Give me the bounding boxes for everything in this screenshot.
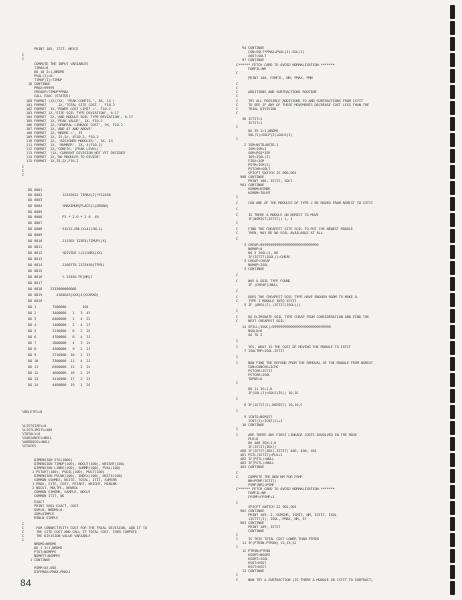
- code-line: DIMENSION STA(1000): [22, 458, 73, 462]
- edge-mark: [450, 213, 455, 227]
- code-line: C TRY ALL POSSIBLE ADDITIONS TO AND SUBTRACTIONS FROM ISTIT: [236, 99, 363, 103]
- edge-mark: [450, 229, 455, 243]
- edge-mark: [450, 277, 455, 291]
- code-line: DO 1 I=1,NRDMS: [22, 546, 63, 550]
- code-line: DO 11 IS=1,N: [236, 387, 273, 391]
- edge-mark: [450, 69, 455, 83]
- code-line: 113 FORMAT (1X,'CURRENT DIVISION NOT YET DECIDED': [22, 151, 127, 155]
- code-line: ISM=ISM+1: [236, 147, 267, 151]
- code-line: DO 8 4500000 9 2 21: [22, 347, 91, 351]
- edge-mark: [450, 133, 455, 147]
- code-line: ICNT(I)=ICNT(I)+1: [236, 419, 283, 423]
- code-line: C CAN ONE OF THE MODULES OF TYPE J BE MOVED FROM NSMIST TO ISTIT: [236, 201, 373, 205]
- code-line: C****** FETCH CARD TO AVOID NORMALIZATION *******: [236, 63, 335, 67]
- code-line: DO 3 ISOL=1, NS: [236, 251, 279, 255]
- code-line: C: [22, 57, 25, 61]
- code-line: DO 39 I=1,NRDMS: [236, 129, 279, 133]
- code-line: PSMP(NM)=PSMP: [236, 483, 275, 487]
- code-line: C COMPUTE THE NEW NM FOR PSMP: [236, 475, 303, 479]
- code-line: %DELETE%=0: [22, 410, 43, 414]
- code-line: PSTM=ISM(I): [236, 163, 271, 167]
- code-line: C ADDITIONS AND SUBTRACTIONS ROUTINE: [236, 90, 317, 94]
- code-line: DO 0005: [22, 210, 43, 214]
- code-line: PSMP=5X,050: [22, 566, 57, 570]
- code-line: TIMUP(I)=TIMUP: [22, 78, 63, 82]
- code-line: 903 CONTINUE: [236, 521, 265, 525]
- code-line: DO 13 3410000 17 2 25: [22, 377, 91, 381]
- code-line: 12 PTMIN=PTMIN: [236, 549, 271, 553]
- code-line: 14 SPILL(ISOL)=99999999999999999999999999999: [236, 325, 331, 329]
- code-line: C: [236, 273, 239, 277]
- code-line: C: [22, 522, 25, 526]
- code-line: DO 0006 PI * 2.0 * 2 6 49: [22, 215, 99, 219]
- code-line: 901 CONTINUE: [236, 183, 265, 187]
- code-line: 401 PSTL(ISTIT)=PLK+1: [236, 453, 283, 457]
- code-line: DO 0009: [22, 233, 43, 237]
- code-line: 403 IF(PSTL)=NULL: [236, 461, 275, 465]
- code-line: DO 5 2130000 6 2 20: [22, 329, 91, 333]
- edge-mark: [450, 149, 455, 163]
- code-line: 400 IF(ISTIT(IDX)-ISTIT) 400, 400, 401: [236, 449, 317, 453]
- edge-mark: [450, 357, 455, 371]
- code-line: PSTCHR=ISTIT: [236, 369, 273, 373]
- code-line: C NEXT CHEAPEST SOIL: [236, 319, 285, 323]
- code-line: KSOMT=NSOMT: [236, 553, 271, 557]
- code-line: DO 0007: [22, 221, 43, 225]
- code-line: C FIND THE CHEAPEST SITE SOIL TO PUT THE NEWEST MODULE: [236, 227, 353, 231]
- code-line: DO 0013: [22, 257, 43, 261]
- code-line: DO 0004 %MAXIMUM(PLACE)%(DEBAN): [22, 204, 109, 208]
- code-line: 1 CONTINUE: [22, 558, 51, 562]
- code-line: C: [236, 573, 239, 577]
- code-line: COMPUTE THE INPUT VARIABLES: [22, 62, 89, 66]
- code-line: 3 CHEAP=99999999999999999999999999999: [236, 243, 319, 247]
- code-line: C TYPE I MODULE INTO ISTIT: [236, 299, 297, 303]
- edge-mark: [450, 165, 455, 179]
- page-number: 84: [20, 579, 32, 589]
- code-line: DO 0008 51X12,ENL(X+4)(GN,1): [22, 227, 103, 231]
- code-line: DO 3 8400000 1 4 22: [22, 317, 91, 321]
- code-line: 105 FORMAT 1X,'PEAK VALUE', 1X, F10.2: [22, 119, 103, 123]
- code-line: C: [236, 289, 239, 293]
- code-line: C: [236, 533, 239, 537]
- code-line: 110 FORMAT 1X, 'ASSIGNED MODULES:', 5X, I4: [22, 139, 113, 143]
- code-line: EXACT: [22, 500, 45, 504]
- code-line: SOL(I)=SOLP(I)+SOLS(I): [236, 133, 293, 137]
- code-line: 114 FORMAT 1X,'NO MODULES TO DIVIDE': [22, 155, 101, 159]
- code-line: DIMENSION PVLNK(100), INDEX(100), NSITE(100): [22, 474, 123, 478]
- code-line: PLK=0: [236, 437, 259, 441]
- code-line: C: [22, 173, 25, 177]
- code-line: FOMFIL=NM: [236, 491, 267, 495]
- code-line: IF(SOL(I)>SOLS(IS)) 10,10: [236, 391, 299, 395]
- code-line: KSMDM=TOLMT: [236, 191, 271, 195]
- code-line: CON=SOLT*PMAX+PVAL(I)-SOL(I): [236, 50, 305, 54]
- code-line: C: [236, 125, 239, 129]
- code-line: C TO SEE IF ANY OF THESE MOVEMENTS DECREASE COST LESS THAN THE: [236, 103, 369, 107]
- code-line: FREQUP=TIMUP*PMAX: [22, 90, 69, 94]
- code-line: C DO ELIMINATE SOIL TYPE CHEAP FROM CONSIDERATION AND FIND THE: [236, 315, 369, 319]
- code-line: 101 FORMAT 1X,'TOTAL SITE COST.', F10.2: [22, 103, 115, 107]
- code-line: PRINT 105, ITIT, NRTCE: [22, 47, 79, 51]
- code-line: IF (CHEAP)=NULL: [236, 283, 279, 287]
- edge-mark: [450, 533, 455, 547]
- code-line: DO 0016 % 13456 PE(NM)2: [22, 275, 93, 279]
- code-line: 108 FORMAT 1X,'NRDMS =', I5: [22, 131, 83, 135]
- code-line: 1ISTIT(I), ISOL, PMAX, NM, IS: [236, 517, 307, 521]
- edge-mark: [450, 5, 455, 19]
- code-line: COMMON ITIT, NO: [22, 494, 65, 498]
- code-line: FOMFIL=NM: [236, 67, 267, 71]
- code-line: C: [236, 237, 239, 241]
- code-line: 404 CONTINUE: [236, 465, 265, 469]
- code-line: 2 ISM=NSTD+NSTD-1: [236, 143, 279, 147]
- edge-mark: [450, 325, 455, 339]
- code-line: DO 0003: [22, 198, 43, 202]
- code-line: 1 PMAX, SITE, COST, PSTART, WEIGHT, MINLNK: [22, 482, 117, 486]
- code-line: C: [236, 545, 239, 549]
- code-line: KSMDM=KSMDM: [236, 187, 271, 191]
- code-line: C: [236, 82, 239, 86]
- code-line: C: [236, 195, 239, 199]
- code-line: PVAL(I)=0.: [22, 74, 55, 78]
- code-line: DO 11 6400000 13 2 24: [22, 365, 91, 369]
- code-line: DO 400 IDX=1,N: [236, 441, 277, 445]
- code-line: C: [236, 397, 239, 401]
- code-line: DO 0002 12345612 TIMAX(I)*F12456: [22, 193, 111, 197]
- code-line: TOPDE=0: [236, 377, 263, 381]
- code-line: PSTCHR=SOLT: [236, 167, 271, 171]
- code-line: COMMON SSHMEX, NSITE, TOTAL, ITIT, SUMCHR: [22, 478, 117, 482]
- code-line: 2 NOCUT, MULTPL, NEWSOL: [22, 486, 79, 490]
- code-line: C YES, WHAT IS THE COST OF MOVING THE MODULE TO ISTIT: [236, 345, 351, 349]
- code-line: CONTINUE: [236, 529, 265, 533]
- code-line: DO 14 4400000 19 1 20: [22, 383, 91, 387]
- code-line: 3 CHEAP=CHEAP: [236, 259, 271, 263]
- code-line: 115 FORMAT 1X,I5,2X,F10.2: [22, 159, 79, 163]
- code-line: C: [236, 207, 239, 211]
- code-line: DO 0011: [22, 245, 43, 249]
- code-line: NUMAP=0: [236, 247, 263, 251]
- code-line: C: [236, 339, 239, 343]
- code-line: NSMMTT=NSMPPG: [22, 554, 61, 558]
- code-line: C IS THERE A MODULE ON NSMIST TO MOVE: [236, 213, 319, 217]
- code-line: 7 ISOLTMP=ISOL-ISTIT: [236, 349, 285, 353]
- code-line: %ADDDOGS%=NULL: [22, 440, 51, 444]
- code-line: C ARE THERE ANY FIRST LINKAGE COSTS INVOLVED IN THE MOVE: [236, 433, 357, 437]
- code-line: 112 FORMAT 1X,'CONFIG. (PEAK LEVEL)': [22, 147, 101, 151]
- code-line: ISTIT=1: [236, 121, 263, 125]
- code-line: DO 0015: [22, 269, 43, 273]
- code-line: DO 1 TX06000 104: [22, 305, 89, 309]
- code-line: KSOT=KSOT: [236, 561, 267, 565]
- code-line: C: [22, 169, 25, 173]
- code-line: C: [236, 381, 239, 385]
- edge-mark: [450, 21, 455, 35]
- code-line: SPICPT SWITCH IS 900,901: [236, 171, 297, 175]
- code-line: C: [236, 471, 239, 475]
- code-line: 107 FORMAT 1X,'AND AT AND ABOVE': [22, 127, 93, 131]
- code-line: C: [236, 94, 239, 98]
- edge-mark: [450, 581, 455, 595]
- code-line: C: [236, 221, 239, 225]
- code-line: CALL EXAC (STATUS): [22, 94, 71, 98]
- edge-mark: [450, 85, 455, 99]
- code-line: 402 IF(PSTL)=NULL: [236, 457, 275, 461]
- code-line: DO 10 2300000 11 4 22: [22, 359, 91, 363]
- code-line: C: [22, 53, 25, 57]
- code-line: SDM=PSQ*ISM: [236, 151, 271, 155]
- code-line: NRDMS=NRDMS: [22, 542, 57, 546]
- code-line: 5 IF (AREA(I)-(ISTIT(ISOL))): [236, 303, 301, 307]
- code-line: C****** FETCH CARD TO AVOID NORMALIZATION *******: [236, 487, 335, 491]
- code-line: C: [236, 137, 239, 141]
- code-line: C THE DIVISION VALUE VARIABLE: [22, 534, 91, 538]
- code-line: PRINT 5001 EXACT, COST: [22, 504, 79, 508]
- code-line: C: [236, 309, 239, 313]
- code-line: SPICPT SWITCH 22 902,903: [236, 505, 297, 509]
- edge-mark: [450, 565, 455, 579]
- code-line: DO 0018 2333000000008: [22, 287, 77, 291]
- code-line: 9 ICNTS=NSMIST: [236, 415, 273, 419]
- edge-mark: [450, 469, 455, 483]
- edge-mark: [450, 293, 455, 307]
- code-line: XOUT=SOLT: [236, 54, 267, 58]
- code-line: C NOW FIND THE REFUND FROM THE REMOVAL OF THE MODULE FROM NSMIST: [236, 361, 373, 365]
- code-line: DIMENSION TIMUP(100), NOCUT(100), WEIGHT(100): [22, 462, 125, 466]
- edge-mark: [450, 37, 455, 51]
- code-line: IDS=ISOL(I): [236, 155, 271, 159]
- code-line: 10 CONTINUE: [22, 82, 51, 86]
- code-line: NM=PSMP(ISTIT): [236, 479, 277, 483]
- code-line: C: [236, 409, 239, 413]
- code-line: DO 12 4600000 16 2 29: [22, 371, 91, 375]
- code-line: 100 FORMAT (1X//2X, 'PEAK CONFIG.', 8X, 14 ): [22, 99, 115, 103]
- code-line: COMMON SIMSMK, SAMPLE, NOCUT: [22, 490, 91, 494]
- edge-mark: [450, 501, 455, 515]
- code-line: 902 CONTINUE: [236, 509, 265, 513]
- code-line: C THEN, MAY BE NO SOIL AVAILABLE AT ALL: [236, 231, 323, 235]
- code-line: 106 FORMAT 1X,'GENERAL LINKAGE COST', 9X, F10.2: [22, 123, 123, 127]
- code-line: 38 ISTIT=1: [236, 117, 263, 121]
- code-line: PRINT 109, I, SUMCHR, ISMIT, NM, ISTIT, ISOL: [236, 513, 337, 517]
- edge-mark: [450, 101, 455, 115]
- code-line: C: [236, 86, 239, 90]
- code-line: C: [236, 355, 239, 359]
- code-line: 3 CONTINUE: [236, 267, 265, 271]
- code-line: DO 0017: [22, 281, 43, 285]
- edge-mark: [450, 389, 455, 403]
- code-line: C NOW TRY A SUBTRACTION (IS THERE A MODULE IN ISTIT TO SUBTRACT): [236, 578, 373, 582]
- code-line: C: [236, 71, 239, 75]
- code-line: DO 6 4700000 8 4 31: [22, 335, 91, 339]
- code-line: C: [22, 538, 25, 542]
- code-line: DO 10 I=1,NRDMS: [22, 70, 65, 74]
- code-line: SUM=0, NRDMS=0: [22, 508, 63, 512]
- code-line: KSST=KSST: [236, 565, 267, 569]
- code-line: MINLN SIMPLE: [22, 516, 59, 520]
- code-line: PTOT=NSMPPG: [22, 550, 57, 554]
- code-line: 103 FORMAT 1X,'SITE SOIL TYPE DEVIATION', 6.17: [22, 111, 119, 115]
- code-line: 10 CONTINUE: [236, 423, 265, 427]
- edge-mark: [450, 453, 455, 467]
- code-line: FIDX=ISM: [236, 159, 265, 163]
- code-line: DIMENSION LINKS(100), SUMMR(100), PVAL(100): [22, 466, 121, 470]
- code-line: C DOES THE CHEAPEST SOIL TYPE HAVE ENOUGH ROOM TO MAKE A: [236, 295, 357, 299]
- code-line: DO 9 2710000 10 2 19: [22, 353, 91, 357]
- code-line: C: [22, 165, 25, 169]
- edge-mark: [450, 405, 455, 419]
- code-line: 109 FORMAT 1X, I5,2X, 4F10.2, F10.2: [22, 135, 99, 139]
- code-line: PRINT 100, FSMFIL, NM, PMAX, PMN: [236, 76, 313, 80]
- code-line: C THE SITE COST AND CALL IT TOTAL COST. THEN COMPUTE: [22, 530, 137, 534]
- code-line: DO 0010 211202 123E5(TIMUP)(X): [22, 239, 107, 243]
- edge-mark: [450, 437, 455, 451]
- code-line: DO 0001: [22, 188, 43, 192]
- code-line: DO 0014 2100778 2123456(TTM1): [22, 263, 105, 267]
- edge-mark: [450, 197, 455, 211]
- code-line: DO 4 1400000 2 4 23: [22, 323, 91, 327]
- code-line: 1 PSTART(100), PSOIL(100), MULT(100): [22, 470, 105, 474]
- code-line: 97 CONTINUE: [236, 58, 265, 62]
- code-line: DO 0019 4104043(XXX)4(XXXRX0): [22, 293, 99, 297]
- code-line: 11 IF(PTMIN-PTMIN) 13,13,12: [236, 541, 297, 545]
- code-line: %LISTSIZE%=0: [22, 424, 47, 428]
- code-line: 102 FORMAT 1X,'POWER COST LIMIT =', F10.2: [22, 107, 111, 111]
- code-line: KSOMT=ISOL: [236, 557, 269, 561]
- code-line: %STACK%: [22, 444, 37, 448]
- code-line: 104 FORMAT 2X,'AND MODULE SOIL TYPE DEVIATION', 6.17: [22, 115, 133, 119]
- edge-mark: [450, 181, 455, 195]
- edge-mark: [450, 117, 455, 131]
- code-line: PRINT 108, ISTIT, SOLT: [236, 179, 293, 183]
- code-line: 94 CONTINUE: [236, 46, 265, 50]
- code-line: C WAS A SOIL TYPE FOUND: [236, 279, 291, 283]
- edge-mark: [450, 373, 455, 387]
- code-line: C FOR CONNECTIVITY COST FOR THE TRIAL DIVISION, ADD IT TO: [22, 526, 147, 530]
- code-line: C: [236, 501, 239, 505]
- edge-mark: [450, 341, 455, 355]
- edge-mark: [450, 549, 455, 563]
- code-line: %VARIANCE%=NULL: [22, 436, 53, 440]
- code-line: 111 FORMAT 1X, 'NUMBER', 2X, 4(F10.2): [22, 143, 103, 147]
- edge-mark: [450, 485, 455, 499]
- edge-mark: [450, 309, 455, 323]
- code-line: 900 CONTINUE: [236, 175, 265, 179]
- edge-mark: [450, 53, 455, 67]
- code-line: DO 7 2800000 4 3 24: [22, 341, 91, 345]
- code-line: C: [236, 427, 239, 431]
- code-line: GO TO 3: [236, 333, 263, 337]
- code-line: NUMAP=ISOL: [236, 263, 269, 267]
- code-line: CON=CONCHG+ICHG: [236, 365, 279, 369]
- code-line: FPSMP=FPSMP+1: [236, 495, 275, 499]
- code-line: PSTCHR=ISOL: [236, 373, 271, 377]
- code-line: NSOLD=0: [236, 329, 263, 333]
- code-line: C TRIAL DIVISION: [236, 107, 277, 111]
- code-line: IF(NSMIST(ISTIT)) 1, 1: [236, 217, 293, 221]
- code-line: DO 0012 %DIVIDE %(2)%NEX(XX): [22, 251, 103, 255]
- edge-mark: [450, 261, 455, 275]
- code-line: TIMAX=0: [22, 66, 49, 70]
- edge-mark: [450, 517, 455, 531]
- code-line: SUM=SIMPLE: [22, 512, 55, 516]
- code-line: C: [236, 111, 239, 115]
- code-line: %LISTLIMIT%=400: [22, 428, 53, 432]
- code-line: IF(ISTIT(IDX)): [236, 445, 277, 449]
- code-line: C IS THIS TOTAL COST LOWER THAN PTMIN: [236, 537, 319, 541]
- code-line: 13 CONTINUE: [236, 569, 265, 573]
- code-line: DO 2 3400000 1 3 49: [22, 311, 91, 315]
- edge-mark: [450, 421, 455, 435]
- code-line: PMAX=99999: [22, 86, 55, 90]
- code-line: IF(ISTIT(ISOL))=CHEAP: [236, 255, 291, 259]
- code-line: DO 0020: [22, 299, 43, 303]
- code-line: 8 IF(ISTIT(I)-NSMIST) 10,10,9: [236, 403, 303, 407]
- code-line: PRINT 109, ISTIT: [236, 525, 281, 529]
- edge-mark: [450, 245, 455, 259]
- binding-edge-marks: [450, 0, 460, 600]
- code-line: DIFPMAX=PMAX-PMAX1: [22, 570, 71, 574]
- code-line: %TOTAL%=0: [22, 432, 41, 436]
